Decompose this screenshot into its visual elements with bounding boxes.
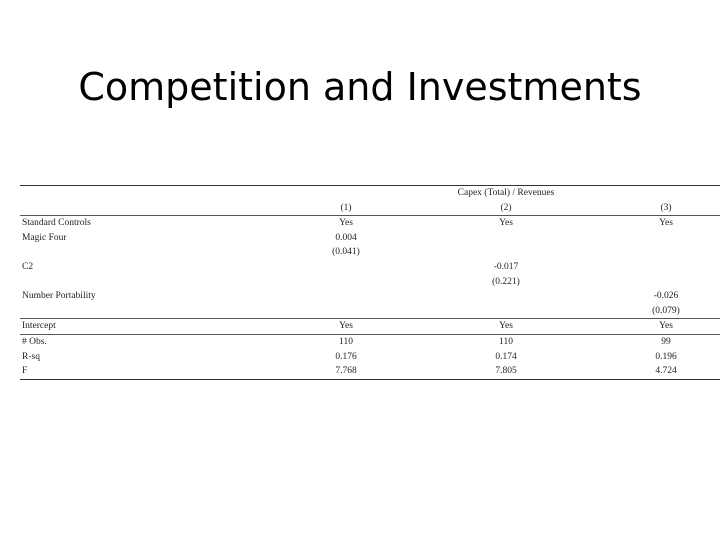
column-header-3: (3) — [660, 202, 672, 213]
row-label: Number Portability — [22, 291, 96, 302]
table-row — [20, 350, 720, 365]
table-cell: 0.176 — [335, 351, 357, 362]
table-cell: 0.196 — [655, 351, 677, 362]
header-blank — [20, 201, 292, 216]
table-cell: (0.079) — [652, 305, 680, 316]
table-cell — [400, 231, 612, 246]
table-cell — [400, 245, 612, 260]
row-label: Intercept — [20, 319, 292, 335]
table-row — [20, 319, 720, 335]
dependent-variable-header: Capex (Total) / Revenues — [292, 186, 720, 201]
table-cell — [612, 231, 720, 246]
header-blank — [20, 186, 292, 201]
table-cell — [612, 245, 720, 260]
table-row — [20, 334, 720, 349]
table-row — [20, 231, 720, 246]
regression-table — [20, 185, 720, 380]
table-cell: Yes — [612, 319, 720, 335]
table-cell: 110 — [400, 334, 612, 349]
table-row — [20, 245, 720, 260]
column-header-2: (2) — [500, 202, 512, 213]
table-cell: 0.004 — [335, 232, 357, 243]
column-header-1: (1) — [340, 202, 352, 213]
table-cell — [400, 304, 612, 319]
table-row — [20, 304, 720, 319]
table-cell: Yes — [292, 319, 400, 335]
table-cell: 7.768 — [292, 364, 400, 379]
row-label: F — [20, 364, 292, 379]
table-cell: (0.221) — [492, 276, 520, 287]
row-label: Magic Four — [22, 232, 67, 243]
table-cell: 7.805 — [400, 364, 612, 379]
table-row — [20, 275, 720, 290]
table-cell — [292, 275, 400, 290]
table-cell — [612, 260, 720, 275]
table-cell: -0.026 — [653, 291, 679, 302]
table-cell: 99 — [612, 334, 720, 349]
table-cell — [292, 260, 400, 275]
row-label: Standard Controls — [20, 216, 292, 231]
table-row — [20, 364, 720, 379]
row-label: R-sq — [22, 351, 40, 362]
row-label — [20, 245, 292, 260]
row-label — [20, 304, 292, 319]
row-label — [20, 275, 292, 290]
table-row — [20, 289, 720, 304]
table-row — [20, 216, 720, 231]
table-cell — [292, 304, 400, 319]
table-cell: Yes — [612, 216, 720, 231]
table-cell: Yes — [292, 216, 400, 231]
table-cell — [292, 289, 400, 304]
header-row-dependent — [20, 186, 720, 201]
row-label: C2 — [22, 261, 34, 272]
table-cell: (0.041) — [332, 247, 360, 258]
table-cell: 4.724 — [612, 364, 720, 379]
row-label: # Obs. — [20, 334, 292, 349]
table-cell: Yes — [400, 216, 612, 231]
table-row — [20, 260, 720, 275]
regression-table-container — [20, 185, 720, 380]
table-cell — [612, 275, 720, 290]
table-cell: 110 — [292, 334, 400, 349]
table-cell — [400, 289, 612, 304]
table-cell: Yes — [400, 319, 612, 335]
header-row-columns — [20, 201, 720, 216]
table-cell: 0.174 — [495, 351, 517, 362]
slide-title: Competition and Investments — [78, 65, 642, 110]
table-cell: -0.017 — [493, 261, 519, 272]
